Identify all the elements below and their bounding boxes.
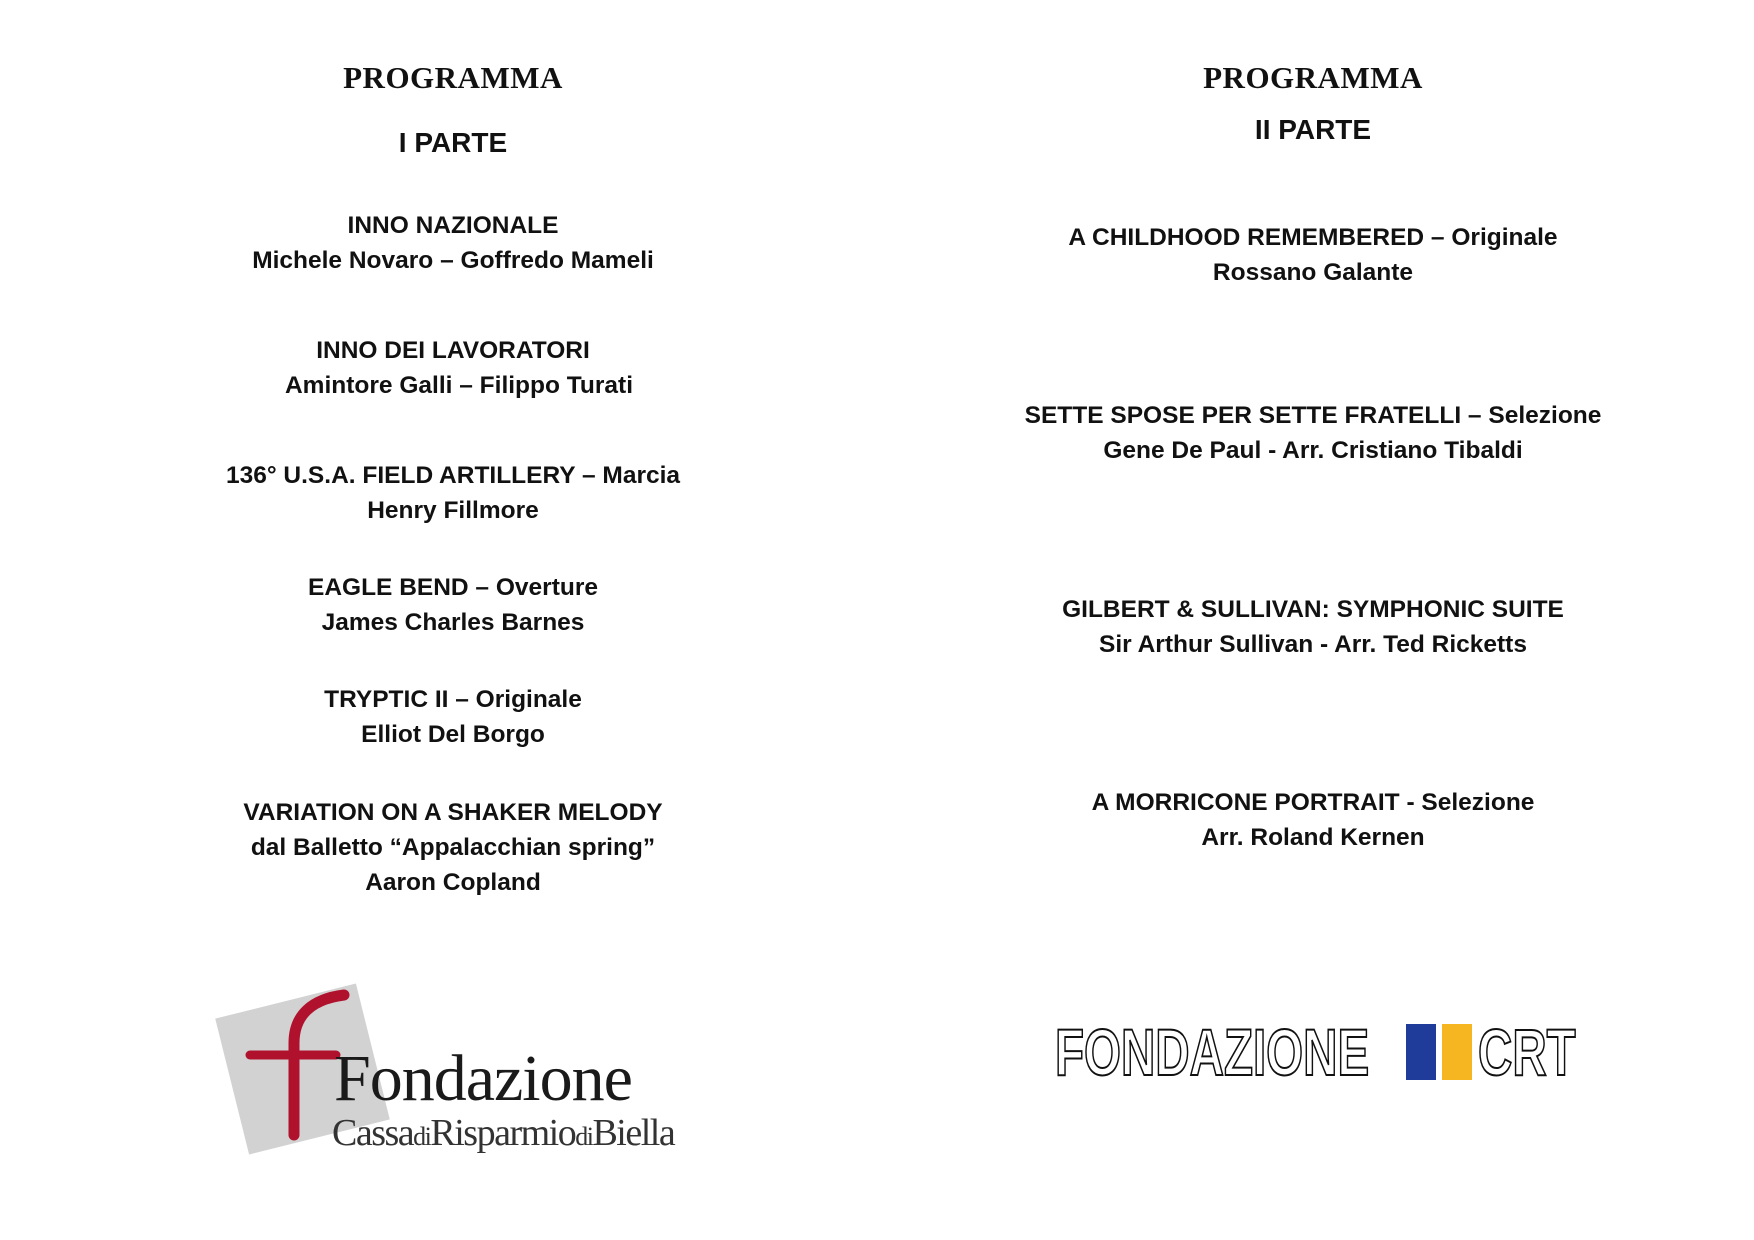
piece-title: VARIATION ON A SHAKER MELODY	[243, 799, 663, 826]
piece-title: SETTE SPOSE PER SETTE FRATELLI – Selezione	[1024, 402, 1602, 429]
logo-text-crt: CRT	[1478, 1015, 1576, 1089]
programme-item	[993, 785, 1633, 855]
piece-author: Arr. Roland Kernen	[1201, 824, 1425, 851]
piece-title: TRYPTIC II – Originale	[324, 686, 582, 713]
logo-blue-bar	[1406, 1024, 1436, 1080]
programme-item	[133, 333, 773, 403]
piece-author: Aaron Copland	[365, 869, 541, 896]
piece-title: EAGLE BEND – Overture	[308, 574, 598, 601]
fondazione-biella-logo	[222, 985, 684, 1175]
logo-word: di	[413, 1122, 431, 1151]
logo-yellow-bar	[1442, 1024, 1472, 1080]
logo-word: Biella	[592, 1112, 675, 1154]
logo-text-fondazione: FONDAZIONE	[1055, 1015, 1370, 1089]
piece-author: Gene De Paul - Arr. Cristiano Tibaldi	[1103, 437, 1523, 464]
piece-author: Michele Novaro – Goffredo Mameli	[252, 247, 654, 274]
piece-author: Amintore Galli – Filippo Turati	[284, 372, 633, 399]
logo-text-cassa	[332, 1111, 674, 1155]
programme-title: PROGRAMMA	[343, 60, 563, 95]
piece-author: Elliot Del Borgo	[361, 721, 545, 748]
piece-author: Rossano Galante	[1212, 259, 1414, 286]
programme-item	[993, 592, 1633, 662]
logo-word: di	[575, 1122, 593, 1151]
programme-item	[133, 208, 773, 278]
piece-author: James Charles Barnes	[321, 609, 585, 636]
programme-item	[133, 795, 773, 900]
programme-item	[133, 682, 773, 752]
programme-item	[133, 570, 773, 640]
piece-title: A CHILDHOOD REMEMBERED – Originale	[1068, 224, 1558, 251]
piece-author: Sir Arthur Sullivan - Arr. Ted Ricketts	[1099, 631, 1527, 658]
logo-text-fondazione: Fondazione	[334, 1042, 632, 1115]
piece-title: A MORRICONE PORTRAIT - Selezione	[1091, 789, 1535, 816]
programme-item	[133, 458, 773, 528]
programme-title: PROGRAMMA	[1203, 60, 1423, 95]
fondazione-crt-logo	[1055, 1015, 1578, 1089]
piece-author: Henry Fillmore	[367, 497, 539, 524]
piece-title: INNO NAZIONALE	[347, 212, 559, 239]
part-title: II PARTE	[1254, 114, 1372, 145]
logo-word: Cassa	[332, 1112, 414, 1154]
piece-subtitle: dal Balletto “Appalacchian spring”	[250, 834, 656, 861]
piece-title: 136° U.S.A. FIELD ARTILLERY – Marcia	[225, 462, 681, 489]
programme-item	[993, 220, 1633, 290]
part-title: I PARTE	[398, 127, 508, 158]
piece-title: INNO DEI LAVORATORI	[316, 337, 590, 364]
logo-word: Risparmio	[430, 1112, 576, 1154]
piece-title: GILBERT & SULLIVAN: SYMPHONIC SUITE	[1062, 596, 1564, 623]
programme-item	[993, 398, 1633, 468]
